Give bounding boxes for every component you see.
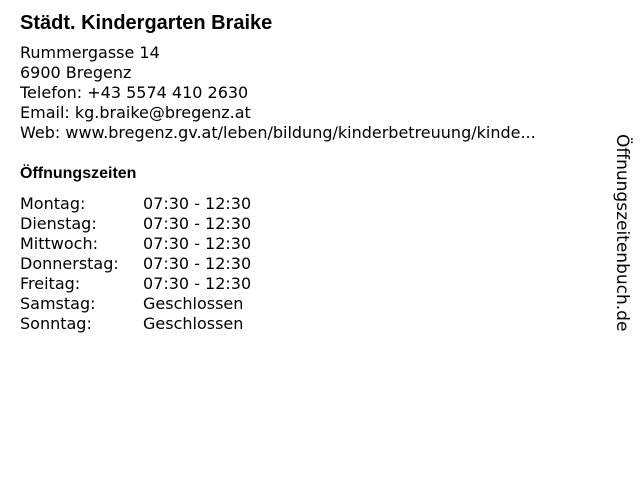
day-label: Sonntag: [20, 314, 92, 333]
opening-hours-table [20, 194, 251, 334]
day-label: Montag: [20, 194, 86, 213]
day-label: Mittwoch: [20, 234, 98, 253]
hours-row-tuesday [20, 214, 251, 234]
time-value: Geschlossen [143, 294, 244, 313]
page-title: Städt. Kindergarten Braike [20, 12, 273, 34]
day-label: Freitag: [20, 274, 81, 293]
street-address: Rummergasse 14 [20, 43, 160, 62]
time-value: 07:30 - 12:30 [143, 234, 252, 253]
time-value: 07:30 - 12:30 [143, 254, 252, 273]
hours-row-saturday [20, 294, 251, 314]
hours-row-sunday [20, 314, 251, 334]
day-label: Samstag: [20, 294, 96, 313]
hours-row-monday [20, 194, 251, 214]
time-value: 07:30 - 12:30 [143, 214, 252, 233]
phone-number: Telefon: +43 5574 410 2630 [20, 83, 249, 102]
day-label: Donnerstag: [20, 254, 119, 273]
email-address: Email: kg.braike@bregenz.at [20, 103, 251, 122]
time-value: Geschlossen [143, 314, 244, 333]
address-block [20, 43, 536, 143]
website-link: Web: www.bregenz.gv.at/leben/bildung/kinderbetreuung/kinde... [20, 123, 536, 142]
time-value: 07:30 - 12:30 [143, 194, 252, 213]
day-label: Dienstag: [20, 214, 97, 233]
city-address: 6900 Bregenz [20, 63, 132, 82]
opening-hours-heading: Öffnungszeiten [20, 165, 137, 182]
hours-row-friday [20, 274, 251, 294]
hours-row-wednesday [20, 234, 251, 254]
hours-row-thursday [20, 254, 251, 274]
side-brand-text: Öffnungszeitenbuch.de [612, 134, 632, 332]
time-value: 07:30 - 12:30 [143, 274, 252, 293]
